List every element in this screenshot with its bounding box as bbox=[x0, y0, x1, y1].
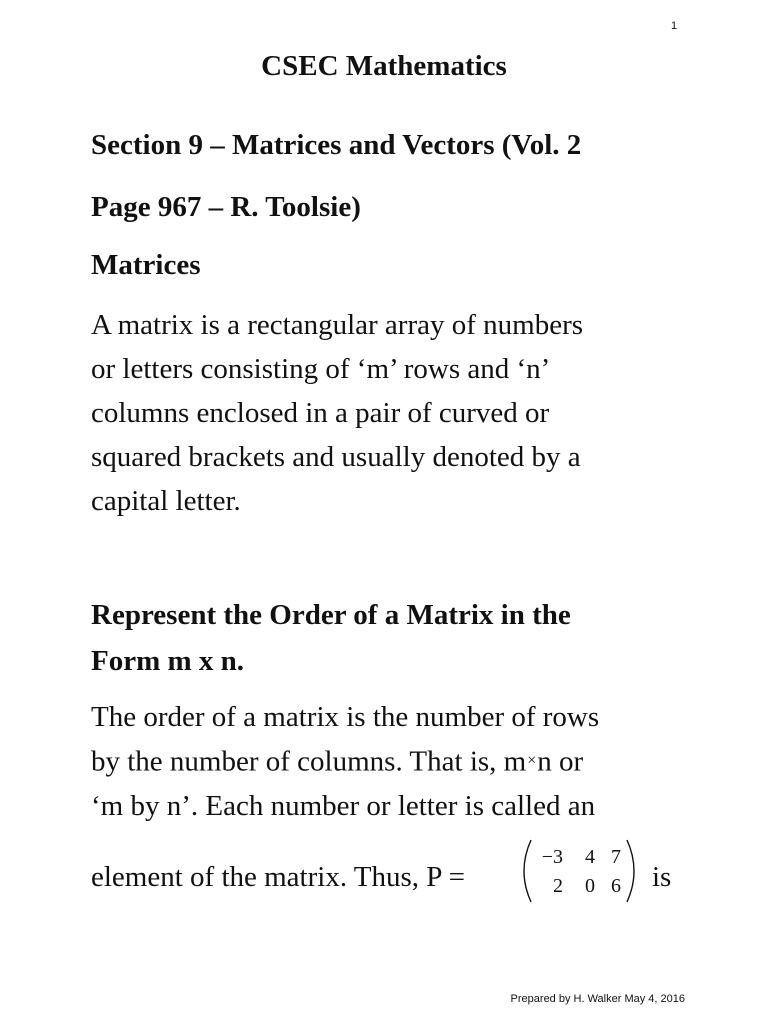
page-number: 1 bbox=[670, 20, 678, 32]
paragraph-text: by the number of columns. That is, m bbox=[91, 745, 527, 778]
paragraph-text: n or bbox=[537, 745, 584, 778]
paragraph-line: capital letter. bbox=[91, 485, 241, 517]
matrix-cell: 4 bbox=[585, 846, 595, 868]
matrix-cell: 2 bbox=[553, 875, 563, 897]
matrix-cell: 0 bbox=[585, 875, 595, 897]
matrix-cell: 7 bbox=[611, 846, 621, 868]
order-heading bbox=[91, 592, 691, 684]
order-heading-line-2: Form m x n. bbox=[91, 645, 245, 677]
paragraph-line: The order of a matrix is the number of rows bbox=[91, 701, 600, 733]
matrix-p bbox=[519, 837, 639, 905]
document-title: CSEC Mathematics bbox=[261, 50, 507, 82]
matrices-subheading: Matrices bbox=[91, 249, 201, 281]
order-paragraph bbox=[91, 695, 691, 828]
order-heading-line-1: Represent the Order of a Matrix in the bbox=[91, 599, 571, 631]
footer-credit: Prepared by H. Walker May 4, 2016 bbox=[510, 993, 685, 1005]
paragraph-text: is bbox=[652, 861, 672, 893]
paragraph-line: or letters consisting of ‘m’ rows and ‘n’ bbox=[91, 353, 551, 385]
paragraph-text: element of the matrix. Thus, P = bbox=[91, 861, 465, 893]
paragraph-line: ‘m by n’. Each number or letter is called an bbox=[91, 789, 596, 822]
paragraph-line: A matrix is a rectangular array of numbers bbox=[91, 309, 584, 341]
paragraph-line: columns enclosed in a pair of curved or bbox=[91, 397, 550, 429]
paragraph-line bbox=[91, 739, 691, 784]
matrix-cell: 6 bbox=[611, 875, 621, 897]
matrix-cell: −3 bbox=[541, 846, 563, 868]
definition-paragraph bbox=[91, 303, 691, 523]
section-heading bbox=[91, 114, 691, 238]
section-heading-line-2: Page 967 – R. Toolsie) bbox=[91, 191, 361, 223]
section-heading-line-1: Section 9 – Matrices and Vectors (Vol. 2 bbox=[91, 129, 582, 161]
times-sign: × bbox=[527, 752, 537, 769]
paragraph-line: squared brackets and usually denoted by a bbox=[91, 441, 581, 473]
